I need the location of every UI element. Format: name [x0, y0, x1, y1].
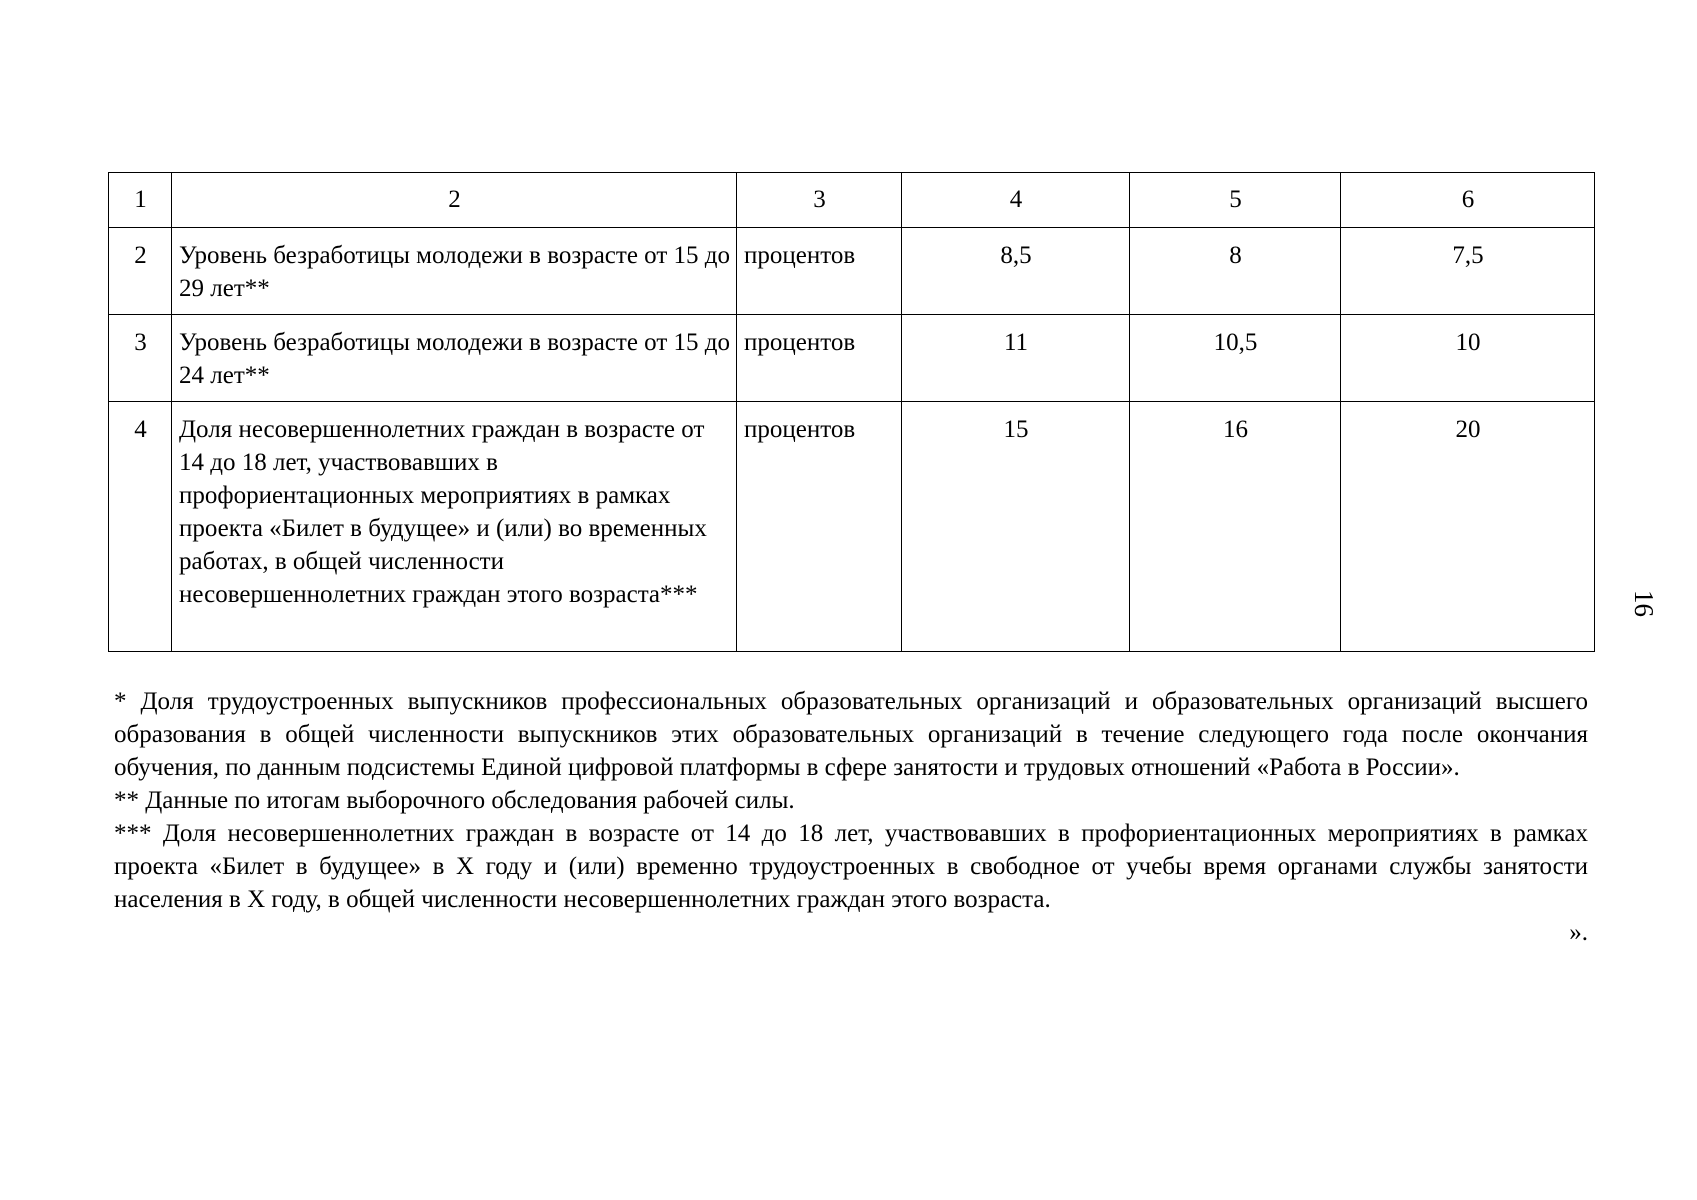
unit-cell: процентов [737, 315, 902, 402]
footnote-1: * Доля трудоустроенных выпускников профессиональных образовательных организаций и образовательных организаций высшего образования в общей численности выпускников этих образовательных организаций в течение следующего года после окончания обучения, по данным подсистемы Единой цифровой платформы в сфере занятости и трудовых отношений «Работа в России». [114, 688, 1588, 781]
page-number: 16 [1629, 590, 1659, 617]
footnote-2: ** Данные по итогам выборочного обследования рабочей силы. [114, 787, 795, 814]
value-cell: 8 [1130, 228, 1341, 315]
value-cell: 20 [1341, 402, 1595, 652]
header-cell: 4 [902, 173, 1130, 228]
value-cell: 15 [902, 402, 1130, 652]
indicator-name: Уровень безработицы молодежи в возрасте от 15 до 29 лет** [172, 228, 737, 315]
unit-cell: процентов [737, 402, 902, 652]
table-row [109, 315, 1595, 402]
header-cell: 3 [737, 173, 902, 228]
value-cell: 7,5 [1341, 228, 1595, 315]
header-cell: 2 [172, 173, 737, 228]
indicator-name: Уровень безработицы молодежи в возрасте от 15 до 24 лет** [172, 315, 737, 402]
row-number: 4 [109, 402, 172, 652]
value-cell: 10,5 [1130, 315, 1341, 402]
row-number: 3 [109, 315, 172, 402]
header-cell: 1 [109, 173, 172, 228]
closing-quote: ». [1569, 919, 1588, 946]
header-cell: 6 [1341, 173, 1595, 228]
table-row [109, 228, 1595, 315]
footnotes [114, 685, 1588, 949]
indicator-name: Доля несовершеннолетних граждан в возрасте от 14 до 18 лет, участвовавших в профориентационных мероприятиях в рамках проекта «Билет в будущее» и (или) во временных работах, в общей численности несовершеннолетних граждан этого возраста*** [172, 402, 737, 652]
row-number: 2 [109, 228, 172, 315]
unit-cell: процентов [737, 228, 902, 315]
value-cell: 8,5 [902, 228, 1130, 315]
value-cell: 11 [902, 315, 1130, 402]
table-row [109, 402, 1595, 652]
footnote-3: *** Доля несовершеннолетних граждан в возрасте от 14 до 18 лет, участвовавших в профориентационных мероприятиях в рамках проекта «Билет в будущее» в X году и (или) временно трудоустроенных в свободное от учебы время органами службы занятости населения в X году, в общей численности несовершеннолетних граждан этого возраста. [114, 820, 1588, 913]
value-cell: 10 [1341, 315, 1595, 402]
indicators-table [108, 172, 1595, 652]
table-header-row [109, 173, 1595, 228]
header-cell: 5 [1130, 173, 1341, 228]
value-cell: 16 [1130, 402, 1341, 652]
